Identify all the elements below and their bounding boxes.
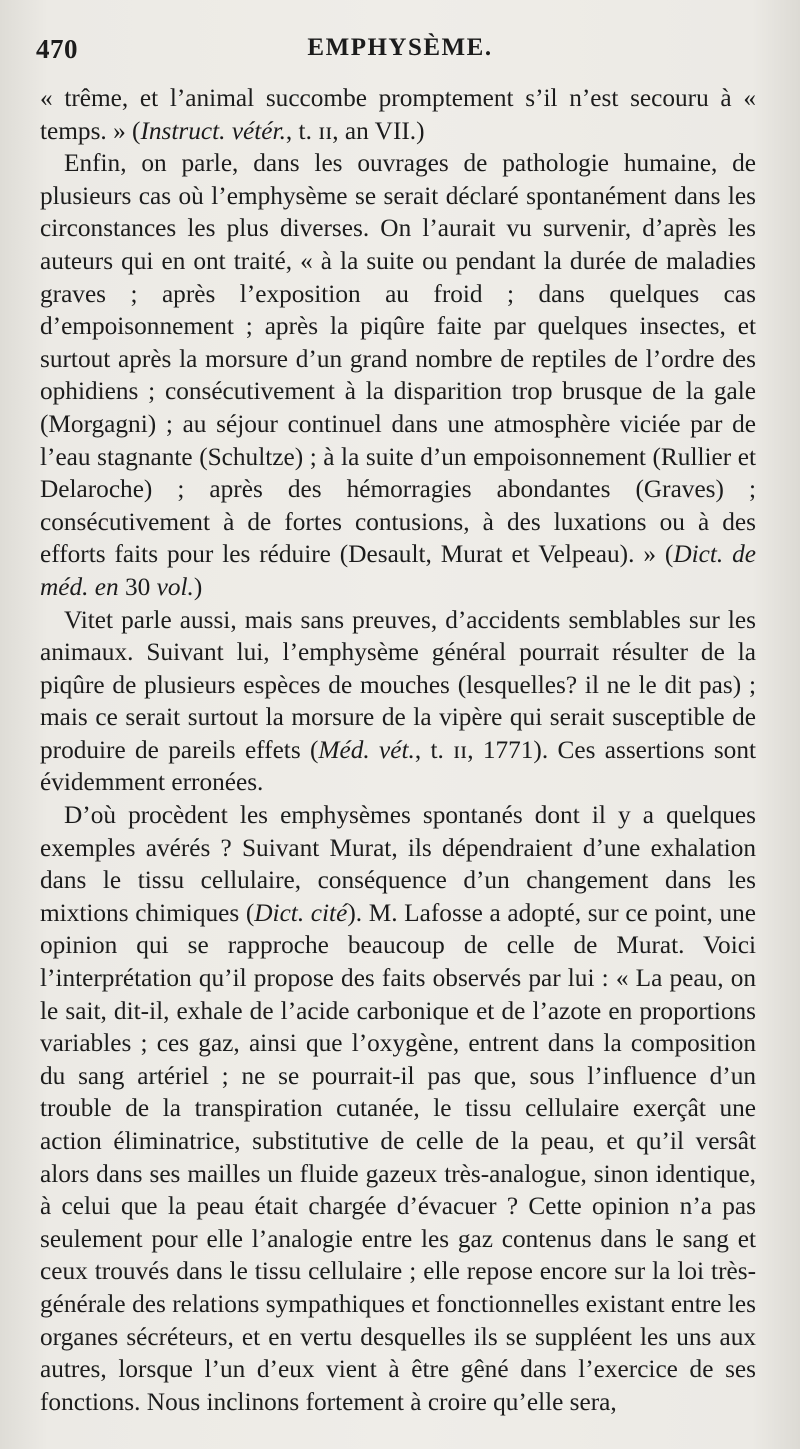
- text-segment: , t. ɪɪ, an VII.): [285, 116, 425, 145]
- running-title: EMPHYSÈME.: [307, 34, 493, 61]
- text-segment: Enfin, on parle, dans les ouvrages de pathologie humaine, de plusieurs cas où l’emphysème se serait déclaré spontanément dans les circonstances les plus diverses. On l’aurait vu survenir, d’après les auteurs qui en ont traité, « à la suite ou pendant la durée de maladies graves ; après l’exposition au froid ; dans quelques cas d’empoisonnement ; après la piqûre faite par quelques insectes, et surtout après la morsure d’un grand nombre de reptiles de l’ordre des ophidiens ; consécutivement à la disparition trop brusque de la gale (Morgagni) ; au séjour continuel dans une atmosphère viciée par de l’eau stagnante (Schultze) ; à la suite d’un empoisonnement (Rullier et Delaroche) ; après des hémorragies abondantes (Graves) ; consécutivement à de fortes contusions, à des luxations ou à des efforts faits pour les réduire (Desault, Murat et Velpeau). » (: [40, 149, 756, 569]
- citation-italic: Dict. de méd. en: [40, 540, 756, 601]
- paragraph-vitet: [40, 604, 756, 800]
- paragraph-origin-theories: [40, 799, 756, 1418]
- paragraph-spontaneous-emphysema-causes: [40, 147, 756, 603]
- text-segment: ): [193, 572, 203, 601]
- citation-italic: vol.: [156, 572, 194, 601]
- citation-italic: Instruct. vétér.: [140, 116, 286, 145]
- text-segment: , t. ɪɪ, 1771). Ces assertions sont évidemment erronées.: [40, 735, 757, 797]
- citation-italic: Méd. vét.: [318, 735, 415, 764]
- page-header: [36, 34, 764, 70]
- citation-italic: Dict. cité: [254, 898, 348, 927]
- paragraph-continuation: [40, 82, 756, 147]
- text-segment: Vitet parle aussi, mais sans preuves, d’accidents semblables sur les animaux. Suivant lui, l’emphysème général pourrait résulter de la piqûre de plusieurs espèces de mouches (lesquelles? il ne le dit pas) ; mais ce serait surtout la morsure de la vipère qui serait susceptible de produire de pareils effets (: [40, 605, 756, 764]
- text-segment: « trême, et l’animal succombe promptement s’il n’est secouru à « temps. » (: [40, 84, 756, 145]
- text-segment: ). M. Lafosse a adopté, sur ce point, une opinion qui se rapproche beaucoup de celle de Murat. Voici l’interprétation qu’il propose des faits observés par lui : « La peau, on le sait, dit-il, exhale de l’acide carbonique et de l’azote en proportions variables ; ces gaz, ainsi que l’oxygène, entrent dans la composition du sang artériel ; ne se pourrait-il pas que, sous l’influence d’un trouble de la transpiration cutanée, le tissu cellulaire exerçât une action éliminatrice, substitutive de celle de la peau, et qu’il versât alors dans ses mailles un fluide gazeux très-analogue, sinon identique, à celui que la peau était chargée d’évacuer ? Cette opinion n’a pas seulement pour elle l’analogie entre les gaz contenus dans le sang et ceux trouvés dans le tissu cellulaire ; elle repose encore sur la loi très-générale des relations sympathiques et fonctionnelles existant entre les organes sécréteurs, et en vertu desquelles ils se suppléent les uns aux autres, lorsque l’un d’eux vient à être gêné dans l’exercice de ses fonctions. Nous inclinons fortement à croire qu’elle sera,: [40, 898, 756, 1416]
- text-segment: 30: [118, 572, 157, 601]
- body-text: [40, 82, 756, 1418]
- page-number: 470: [36, 34, 78, 64]
- text-segment: D’où procèdent les emphysèmes spontanés dont il y a quelques exemples avérés ? Suivant Murat, ils dépendraient d’une exhalation dans le tissu cellulaire, conséquence d’un changement dans les mixtions chimiques (: [40, 801, 756, 927]
